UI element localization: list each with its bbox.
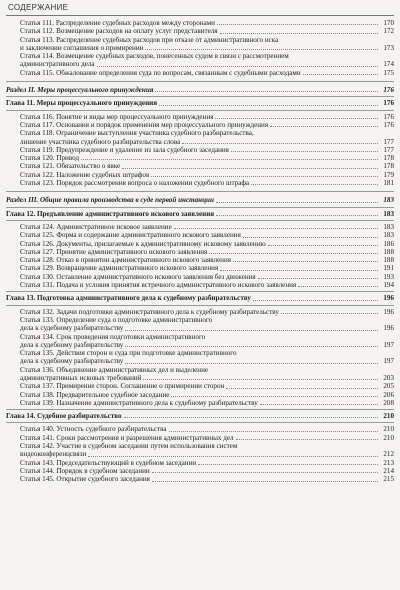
toc-entry-title: Статья 138. Предварительное судебное заседание	[20, 390, 170, 399]
toc-article[interactable]	[6, 240, 394, 248]
toc-entry-title: видеоконференцсвязи	[20, 450, 87, 459]
dot-leader	[122, 168, 378, 169]
dot-leader	[270, 126, 378, 127]
toc-page-number: 188	[383, 256, 394, 265]
dot-leader	[236, 439, 378, 440]
toc-article[interactable]	[6, 113, 394, 121]
dot-leader	[233, 261, 378, 262]
dot-leader	[169, 431, 378, 432]
dot-leader	[81, 159, 378, 160]
toc-article[interactable]	[6, 475, 394, 483]
dot-leader	[216, 202, 378, 203]
toc-article[interactable]	[6, 399, 394, 407]
toc-page-number: 215	[383, 475, 394, 484]
dot-leader	[209, 253, 378, 254]
toc-chapter[interactable]	[6, 412, 394, 420]
toc-entry-title: Статья 115. Обжалование определения суда по вопросам, связанным с судебными расходами	[20, 68, 301, 77]
toc-entry-title: дела к судебному разбирательству	[20, 324, 124, 333]
toc-entry-title: Статья 122. Наложение судебных штрафов	[20, 170, 150, 179]
toc-page-number: 210	[383, 433, 394, 442]
toc-article[interactable]	[6, 273, 394, 281]
dot-leader	[303, 74, 378, 75]
toc-entry-title: Статья 134. Срок проведения подготовки административного	[20, 332, 206, 341]
toc-page-number: 196	[383, 307, 394, 316]
toc-entry-title: Статья 144. Порядок в судебном заседании	[20, 466, 150, 475]
toc-page-number: 203	[383, 373, 394, 382]
divider	[6, 81, 394, 82]
toc-entry-title: Глава 13. Подготовка административного дела к судебному разбирательству	[6, 294, 251, 303]
toc-entry-title: Статья 121. Обязательство о явке	[20, 162, 121, 171]
dot-leader	[243, 237, 378, 238]
toc-page-number: 179	[383, 170, 394, 179]
dot-leader	[220, 33, 378, 34]
toc-page-number: 212	[383, 450, 394, 459]
toc-page-number: 183	[383, 209, 394, 218]
dot-leader	[124, 417, 378, 418]
toc-entry-title: Статья 142. Участие в судебном заседании путем использования систем	[20, 442, 238, 451]
dot-leader	[152, 472, 378, 473]
toc-article[interactable]	[6, 264, 394, 272]
toc-entry-title: Статья 131. Подача и условия принятия встречного административного искового заявления	[20, 281, 297, 290]
toc-entry-title: Статья 125. Форма и содержание административного искового заявления	[20, 231, 241, 240]
divider	[6, 191, 394, 192]
toc-article[interactable]	[6, 467, 394, 475]
toc-entry-title: дела к судебному разбирательству	[20, 357, 124, 366]
toc-article[interactable]	[6, 308, 394, 316]
toc-article[interactable]	[6, 146, 394, 154]
toc-page-number: 214	[383, 466, 394, 475]
toc-entry-title: Статья 135. Действия сторон и суда при подготовке административного	[20, 349, 237, 358]
divider	[6, 291, 394, 292]
toc-entry-title: Глава 14. Судебное разбирательство	[6, 412, 122, 421]
divider	[6, 96, 394, 97]
toc-article[interactable]	[6, 366, 394, 374]
toc-entry-title: Статья 136. Объединение административных дел и выделение	[20, 365, 209, 374]
toc-entry-title: Статья 126. Документы, прилагаемые к административному исковому заявлению	[20, 239, 266, 248]
toc-page-number: 213	[383, 458, 394, 467]
toc-page-number: 196	[383, 294, 394, 303]
toc-article[interactable]	[6, 434, 394, 442]
toc-entry-title: Статья 112. Возмещение расходов на оплату услуг представителя	[20, 27, 218, 36]
table-of-contents	[6, 19, 394, 484]
dot-leader	[298, 286, 378, 287]
toc-page-number: 178	[383, 154, 394, 163]
toc-page-number: 183	[383, 231, 394, 240]
dot-leader	[143, 379, 378, 380]
toc-entry-title: Статья 143. Председательствующий в судебном заседании	[20, 458, 197, 467]
toc-page-number: 174	[383, 60, 394, 69]
toc-entry-title: Статья 129. Возвращение административного искового заявления	[20, 264, 219, 273]
toc-entry-title: Статья 127. Принятие административного искового заявления	[20, 247, 208, 256]
toc-page-number: 194	[383, 281, 394, 290]
dot-leader	[216, 215, 378, 216]
toc-chapter[interactable]	[6, 294, 394, 302]
dot-leader	[159, 105, 378, 106]
toc-page-number: 191	[383, 264, 394, 273]
dot-leader	[260, 404, 378, 405]
toc-entry-title: Статья 140. Устность судебного разбирательства	[20, 425, 167, 434]
toc-entry-title: Раздел II. Меры процессуального принуждения	[6, 86, 154, 95]
toc-entry-title: Статья 139. Назначение административного дела к судебному разбирательству	[20, 398, 258, 407]
toc-cont[interactable]	[6, 138, 394, 146]
dot-leader	[151, 176, 378, 177]
toc-article[interactable]	[6, 179, 394, 187]
toc-entry-title: Раздел III. Общие правила производства в суде первой инстанции	[6, 196, 214, 205]
toc-cont[interactable]	[6, 357, 394, 365]
toc-article[interactable]	[6, 121, 394, 129]
toc-section[interactable]	[6, 196, 394, 204]
toc-article[interactable]	[6, 316, 394, 324]
dot-leader	[174, 228, 378, 229]
dot-leader	[281, 313, 378, 314]
toc-article[interactable]	[6, 333, 394, 341]
toc-entry-title: Статья 123. Порядок рассмотрения вопроса о наложении судебного штрафа	[20, 179, 250, 188]
toc-entry-title: Статья 120. Привод	[20, 154, 80, 163]
dot-leader	[231, 151, 378, 152]
toc-cont[interactable]	[6, 341, 394, 349]
running-header: СОДЕРЖАНИЕ	[8, 3, 69, 12]
dot-leader	[217, 24, 378, 25]
dot-leader	[220, 270, 378, 271]
toc-page-number: 183	[383, 222, 394, 231]
toc-page-number: 170	[383, 19, 394, 27]
toc-page-number: 208	[383, 398, 394, 407]
toc-article[interactable]	[6, 162, 394, 170]
toc-article[interactable]	[6, 248, 394, 256]
divider	[6, 207, 394, 208]
toc-entry-title: Глава 12. Предъявление административного искового заявления	[6, 209, 215, 218]
toc-article[interactable]	[6, 27, 394, 35]
toc-entry-title: Статья 130. Оставление административного искового заявления без движения	[20, 272, 256, 281]
toc-page-number: 197	[383, 357, 394, 366]
toc-cont[interactable]	[6, 44, 394, 52]
toc-entry-title: Статья 124. Административное исковое заявление	[20, 222, 172, 231]
toc-entry-title: Статья 132. Задачи подготовки административного дела к судебному разбирательству	[20, 307, 279, 316]
toc-entry-title: и заключении соглашения о примирении	[20, 43, 144, 52]
toc-cont[interactable]	[6, 450, 394, 458]
toc-article[interactable]	[6, 231, 394, 239]
toc-article[interactable]	[6, 52, 394, 60]
toc-page-number: 210	[383, 425, 394, 434]
toc-chapter[interactable]	[6, 99, 394, 107]
toc-page-number: 181	[383, 179, 394, 188]
toc-article[interactable]	[6, 256, 394, 264]
divider	[6, 110, 394, 111]
toc-entry-title: Глава 11. Меры процессуального принуждения	[6, 99, 158, 108]
dot-leader	[198, 464, 378, 465]
toc-article[interactable]	[6, 425, 394, 433]
toc-entry-title: Статья 137. Примирение сторон. Соглашение о примирении сторон	[20, 382, 225, 391]
toc-article[interactable]	[6, 223, 394, 231]
toc-entry-title: Статья 119. Предупреждение и удаление из зала судебного заседания	[20, 145, 229, 154]
dot-leader	[145, 49, 378, 50]
toc-page-number: 172	[383, 27, 394, 36]
toc-article[interactable]	[6, 19, 394, 27]
toc-article[interactable]	[6, 69, 394, 77]
dot-leader	[152, 481, 378, 482]
toc-article[interactable]	[6, 171, 394, 179]
toc-page-number: 196	[383, 324, 394, 333]
toc-page-number: 206	[383, 390, 394, 399]
toc-entry-title: Статья 117. Основания и порядок применения мер процессуального принуждения	[20, 120, 269, 129]
divider	[6, 305, 394, 306]
toc-chapter[interactable]	[6, 210, 394, 218]
toc-entry-title: Статья 133. Определение суда о подготовке административного	[20, 315, 213, 324]
dot-leader	[88, 456, 378, 457]
toc-entry-title: лишение участника судебного разбирательства слова	[20, 137, 181, 146]
toc-page-number: 176	[383, 86, 394, 95]
toc-entry-title: Статья 113. Распределение судебных расходов при отказе от административного иска	[20, 35, 279, 44]
dot-leader	[125, 346, 378, 347]
toc-page-number: 193	[383, 272, 394, 281]
toc-page-number: 186	[383, 239, 394, 248]
toc-article[interactable]	[6, 382, 394, 390]
toc-page-number: 177	[383, 137, 394, 146]
toc-article[interactable]	[6, 349, 394, 357]
dot-leader	[251, 184, 378, 185]
toc-page-number: 205	[383, 382, 394, 391]
toc-cont[interactable]	[6, 374, 394, 382]
dot-leader	[171, 396, 378, 397]
dot-leader	[268, 245, 378, 246]
toc-article[interactable]	[6, 36, 394, 44]
toc-page-number: 178	[383, 162, 394, 171]
toc-page-number: 176	[383, 120, 394, 129]
toc-article[interactable]	[6, 154, 394, 162]
dot-leader	[258, 278, 378, 279]
dot-leader	[125, 363, 378, 364]
toc-article[interactable]	[6, 281, 394, 289]
toc-entry-title: Статья 145. Открытие судебного заседания	[20, 475, 150, 484]
toc-section[interactable]	[6, 86, 394, 94]
divider	[6, 220, 394, 221]
toc-entry-title: Статья 114. Возмещение судебных расходов, понесенных судом в связи с рассмотрением	[20, 52, 289, 61]
dot-leader	[253, 300, 378, 301]
toc-entry-title: административного дела	[20, 60, 95, 69]
divider	[6, 409, 394, 410]
toc-page-number: 173	[383, 43, 394, 52]
toc-page-number: 175	[383, 68, 394, 77]
header-rule	[6, 15, 394, 16]
dot-leader	[182, 143, 378, 144]
toc-page-number: 188	[383, 247, 394, 256]
toc-entry-title: Статья 128. Отказ в принятии административного искового заявления	[20, 256, 232, 265]
dot-leader	[97, 66, 378, 67]
divider	[6, 422, 394, 423]
toc-article[interactable]	[6, 459, 394, 467]
toc-page-number: 210	[383, 412, 394, 421]
toc-cont[interactable]	[6, 60, 394, 68]
toc-entry-title: Статья 111. Распределение судебных расходов между сторонами	[20, 19, 215, 27]
toc-entry-title: Статья 141. Сроки рассмотрения и разрешения административных дел	[20, 433, 234, 442]
toc-entry-title: дела к судебному разбирательству	[20, 340, 124, 349]
toc-page-number: 177	[383, 145, 394, 154]
dot-leader	[215, 118, 378, 119]
toc-cont[interactable]	[6, 324, 394, 332]
toc-article[interactable]	[6, 442, 394, 450]
toc-page-number: 176	[383, 99, 394, 108]
toc-page-number: 183	[383, 196, 394, 205]
dot-leader	[125, 330, 378, 331]
toc-page-number: 197	[383, 340, 394, 349]
dot-leader	[226, 388, 378, 389]
dot-leader	[155, 91, 378, 92]
toc-article[interactable]	[6, 129, 394, 137]
toc-entry-title: Статья 116. Понятие и виды мер процессуального принуждения	[20, 112, 214, 121]
toc-entry-title: административных исковых требований	[20, 373, 142, 382]
toc-article[interactable]	[6, 391, 394, 399]
toc-entry-title: Статья 118. Ограничение выступления участника судебного разбирательства,	[20, 129, 254, 138]
toc-page-number: 176	[383, 112, 394, 121]
